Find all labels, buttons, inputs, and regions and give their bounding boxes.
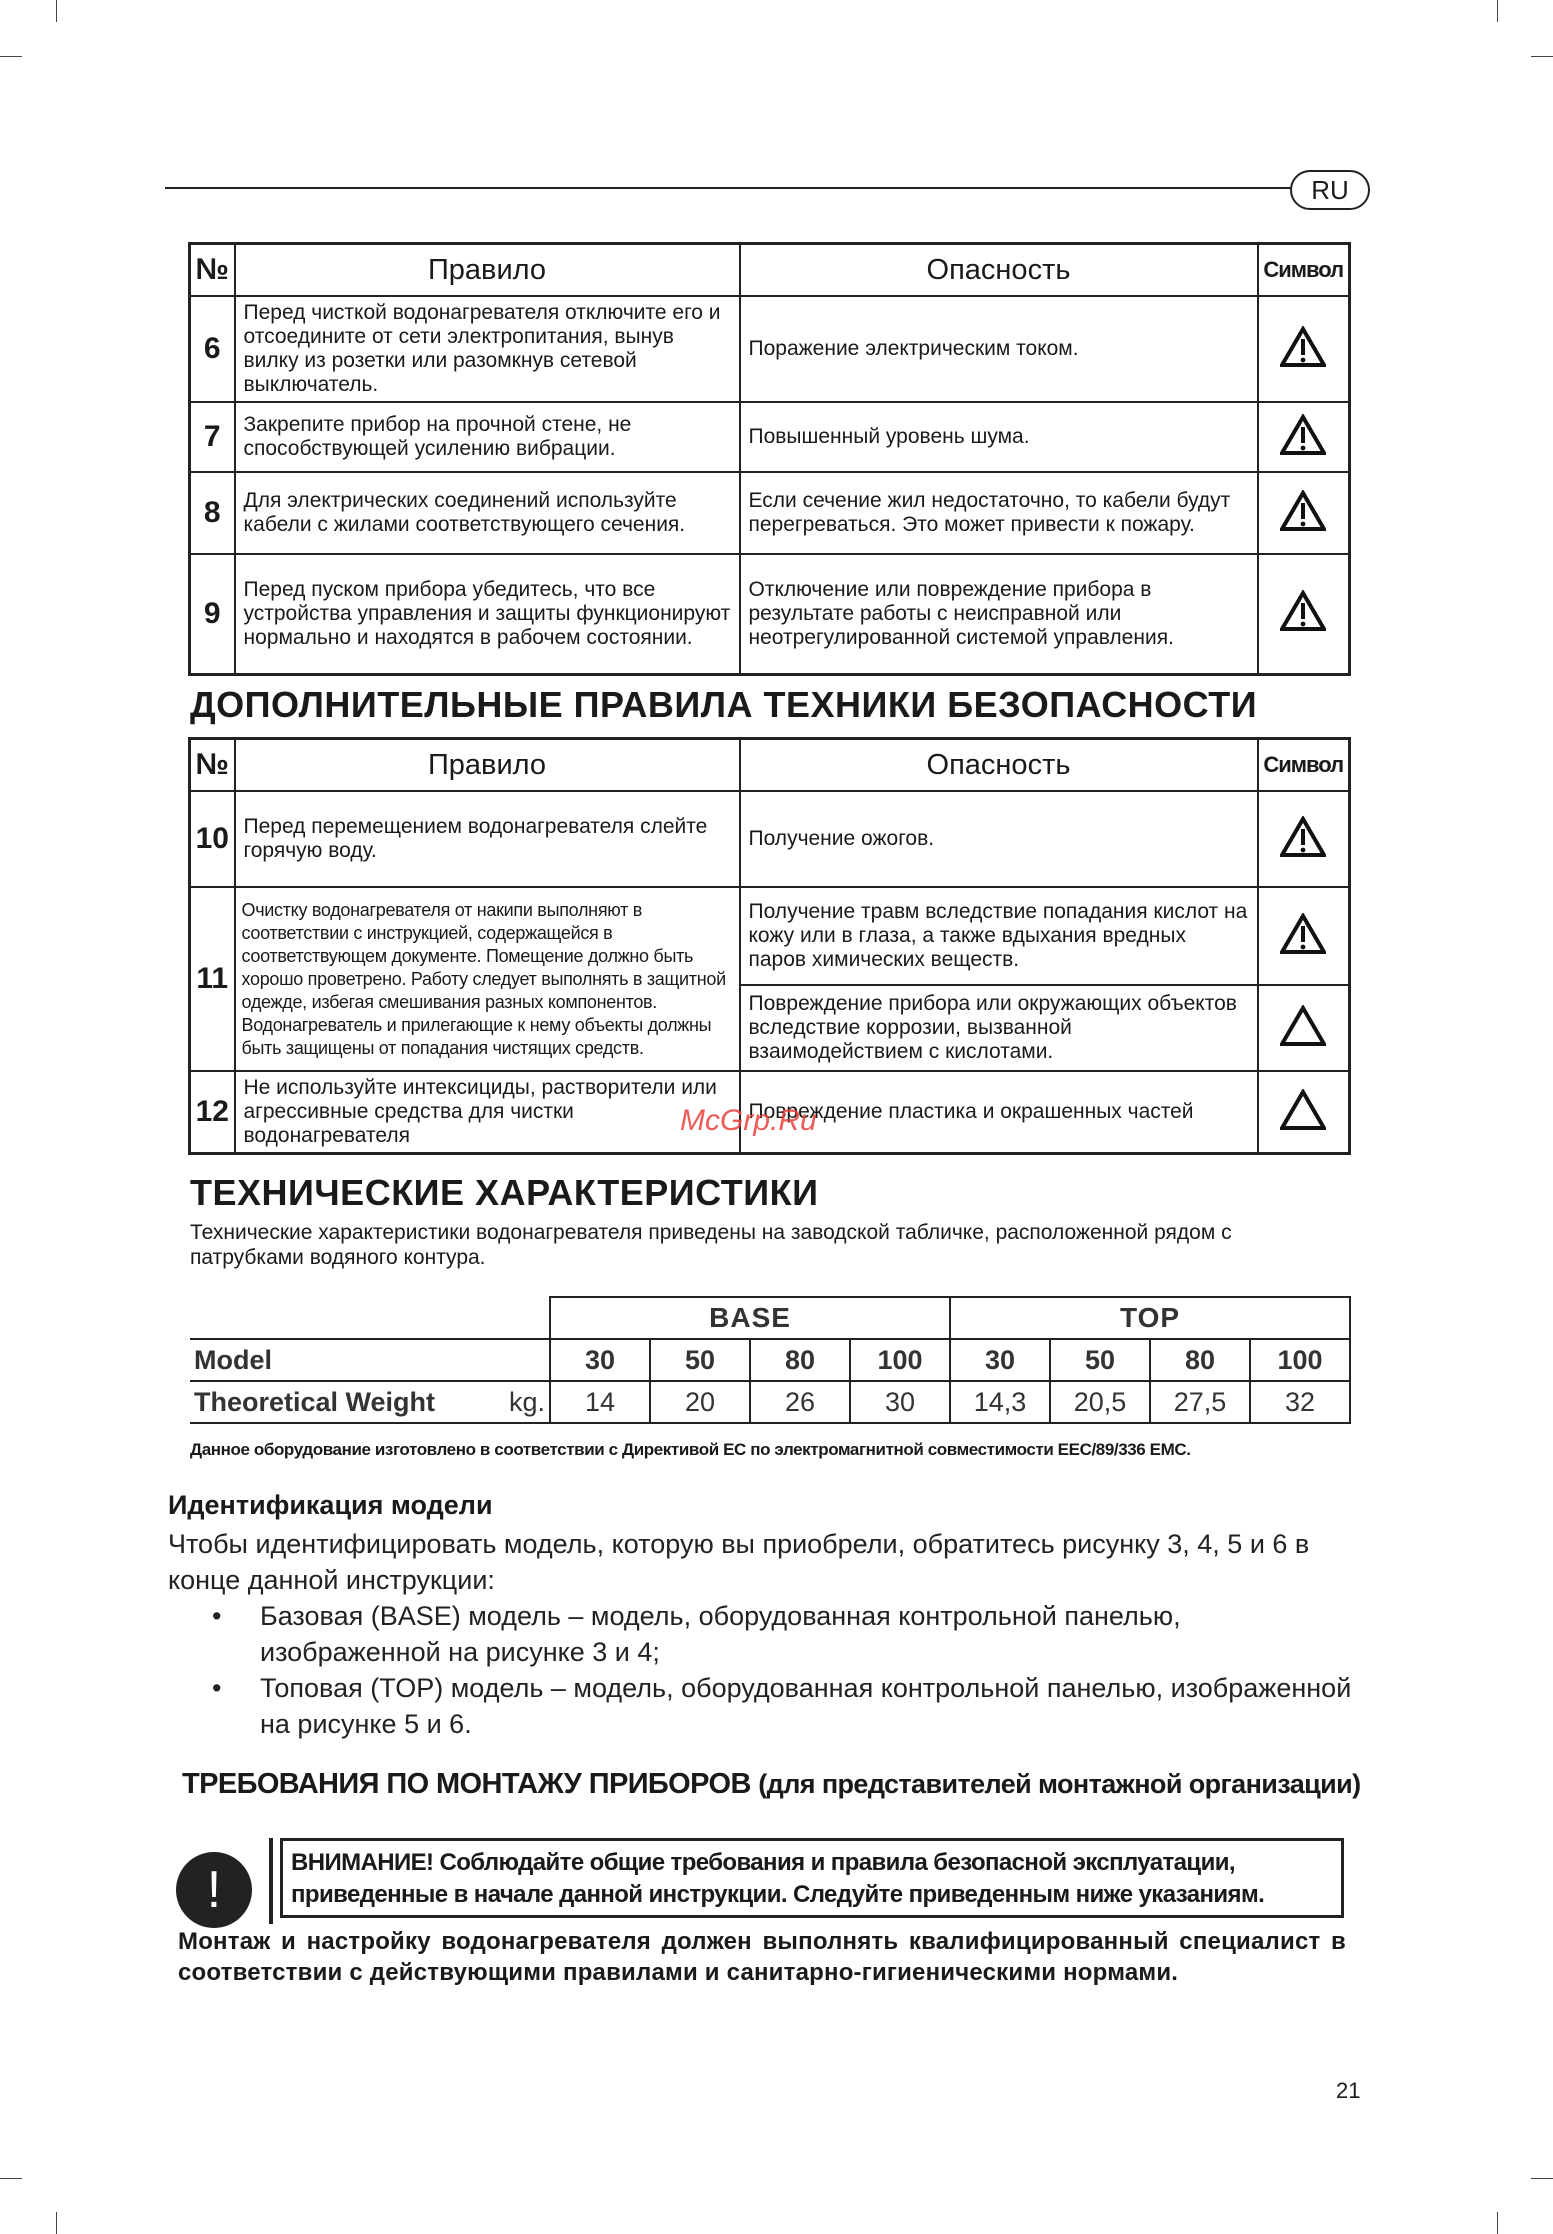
model-cell: 80 <box>1150 1339 1250 1381</box>
col-header-symbol: Символ <box>1258 739 1350 792</box>
weight-unit: kg. <box>440 1381 550 1423</box>
col-header-danger: Опасность <box>740 739 1258 792</box>
row-num: 8 <box>190 472 235 554</box>
warning-triangle-icon <box>1280 816 1326 858</box>
model-cell: 30 <box>550 1339 650 1381</box>
installation-title-main: ТРЕБОВАНИЯ ПО МОНТАЖУ ПРИБОРОВ <box>182 1768 751 1800</box>
table-row <box>190 887 1350 985</box>
crop-mark <box>1497 0 1498 22</box>
section-title-technical: ТЕХНИЧЕСКИЕ ХАРАКТЕРИСТИКИ <box>190 1172 819 1213</box>
table-row <box>190 402 1350 472</box>
rule-text: Перед пуском прибора убедитесь, что все устройства управления и защиты функционируют нормально и находятся в рабочем состоянии. <box>235 554 740 674</box>
model-cell: 100 <box>850 1339 950 1381</box>
crop-mark <box>1531 2178 1553 2179</box>
col-header-num: № <box>190 739 235 792</box>
list-item: • Топовая (TOP) модель – модель, оборудованная контрольной панелью, изображенной на рисунке 5 и 6. <box>260 1670 1368 1742</box>
table-row <box>190 472 1350 554</box>
table-header-row <box>190 739 1350 792</box>
identification-list <box>168 1598 1368 1742</box>
identification-title: Идентификация модели <box>168 1490 493 1520</box>
table-row <box>190 554 1350 674</box>
table-row <box>190 791 1350 887</box>
danger-text: Повышенный уровень шума. <box>740 402 1258 472</box>
weight-cell: 27,5 <box>1150 1381 1250 1423</box>
model-cell: 50 <box>650 1339 750 1381</box>
crop-mark <box>1531 56 1553 57</box>
spec-weight-row <box>190 1381 1350 1423</box>
weight-cell: 26 <box>750 1381 850 1423</box>
spec-group-row <box>190 1297 1350 1339</box>
table-row <box>190 296 1350 402</box>
danger-text: Повреждение пластика и окрашенных частей <box>740 1071 1258 1154</box>
weight-cell: 14,3 <box>950 1381 1050 1423</box>
list-item: • Базовая (BASE) модель – модель, оборудованная контрольной панелью, изображенной на рисунке 3 и 4; <box>260 1598 1368 1670</box>
warning-triangle-icon <box>1280 490 1326 532</box>
model-label: Model <box>190 1339 550 1381</box>
row-num: 6 <box>190 296 235 402</box>
weight-cell: 32 <box>1250 1381 1350 1423</box>
installation-subtitle: (для представителей монтажной организации) <box>758 1769 1361 1799</box>
col-header-danger: Опасность <box>740 244 1258 297</box>
group-top: TOP <box>950 1297 1350 1339</box>
row-num: 9 <box>190 554 235 674</box>
header-rule <box>165 187 1293 189</box>
caution-triangle-icon <box>1280 1005 1326 1047</box>
rule-text: Не используйте интексициды, растворители или агрессивные средства для чистки водонагревателя <box>235 1071 740 1154</box>
identification-intro: Чтобы идентифицировать модель, которую вы приобрели, обратитесь рисунку 3, 4, 5 и 6 в конце данной инструкции: <box>168 1529 1310 1595</box>
weight-cell: 30 <box>850 1381 950 1423</box>
language-badge: RU <box>1290 170 1370 210</box>
danger-text: Если сечение жил недостаточно, то кабели будут перегреваться. Это может привести к пожару. <box>740 472 1258 554</box>
row-num: 10 <box>190 791 235 887</box>
row-num: 11 <box>190 887 235 1071</box>
watermark: McGrp.Ru <box>680 1104 817 1137</box>
rule-text: Перед перемещением водонагревателя слейте горячую воду. <box>235 791 740 887</box>
warning-triangle-icon <box>1280 590 1326 632</box>
rule-text: Перед чисткой водонагревателя отключите его и отсоедините от сети электропитания, вынув вилку из розетки или разомкнув сетевой выключатель. <box>235 296 740 402</box>
installation-final-text: Монтаж и настройку водонагревателя должен выполнять квалифицированный специалист в соответствии с действующими правилами и санитарно-гигиеническими нормами. <box>178 1928 1346 1986</box>
crop-mark <box>1497 2212 1498 2234</box>
identification-body <box>168 1526 1368 1742</box>
danger-text: Повреждение прибора или окружающих объектов вследствие коррозии, вызванной взаимодействием с кислотами. <box>740 985 1258 1071</box>
danger-text: Получение ожогов. <box>740 791 1258 887</box>
caution-triangle-icon <box>1280 1089 1326 1131</box>
model-cell: 80 <box>750 1339 850 1381</box>
warning-triangle-icon <box>1280 414 1326 456</box>
rules-table-2 <box>188 737 1351 1155</box>
model-cell: 50 <box>1050 1339 1150 1381</box>
row-num: 7 <box>190 402 235 472</box>
installation-title <box>182 1768 1361 1801</box>
danger-text: Получение травм вследствие попадания кислот на кожу или в глаза, а также вдыхания вредных паров химических веществ. <box>740 887 1258 985</box>
col-header-num: № <box>190 244 235 297</box>
danger-text: Поражение электрическим током. <box>740 296 1258 402</box>
weight-cell: 20,5 <box>1050 1381 1150 1423</box>
model-cell: 100 <box>1250 1339 1350 1381</box>
table-header-row <box>190 244 1350 297</box>
warning-triangle-icon <box>1280 913 1326 955</box>
page-number: 21 <box>1336 2078 1361 2103</box>
rules-table-1 <box>188 242 1351 676</box>
crop-mark <box>0 2178 22 2179</box>
danger-text: Отключение или повреждение прибора в результате работы с неисправной или неотрегулированной системой управления. <box>740 554 1258 674</box>
crop-mark <box>56 0 57 22</box>
rule-text: Закрепите прибор на прочной стене, не способствующей усилению вибрации. <box>235 402 740 472</box>
section-title-additional-rules: ДОПОЛНИТЕЛЬНЫЕ ПРАВИЛА ТЕХНИКИ БЕЗОПАСНОСТИ <box>190 684 1258 725</box>
crop-mark <box>56 2212 57 2234</box>
col-header-rule: Правило <box>235 739 740 792</box>
spec-table <box>190 1296 1351 1424</box>
rule-text: Очистку водонагревателя от накипи выполняют в соответствии с инструкцией, содержащейся в соответствующем документе. Помещение должно быть хорошо проветрено. Работу следует выполнять в защитной одежде, избегая смешивания разных компонентов. Водонагреватель и прилегающие к нему объекты должны быть защищены от попадания чистящих средств. <box>235 887 740 1071</box>
rule-text: Для электрических соединений используйте кабели с жилами соответствующего сечения. <box>235 472 740 554</box>
col-header-symbol: Символ <box>1258 244 1350 297</box>
directive-note: Данное оборудование изготовлено в соответствии с Директивой ЕС по электромагнитной совместимости EEC/89/336 EMC. <box>190 1440 1191 1459</box>
row-num: 12 <box>190 1071 235 1154</box>
exclamation-icon: ! <box>176 1852 252 1928</box>
weight-cell: 20 <box>650 1381 750 1423</box>
model-cell: 30 <box>950 1339 1050 1381</box>
col-header-rule: Правило <box>235 244 740 297</box>
technical-description: Технические характеристики водонагревателя приведены на заводской табличке, расположенной рядом с патрубками водяного контура. <box>190 1221 1232 1269</box>
attention-box: ВНИМАНИЕ! Соблюдайте общие требования и правила безопасной эксплуатации, приведенные в начале данной инструкции. Следуйте приведенным ниже указаниям. <box>280 1838 1344 1918</box>
warning-triangle-icon <box>1280 326 1326 368</box>
weight-cell: 14 <box>550 1381 650 1423</box>
crop-mark <box>0 56 22 57</box>
group-base: BASE <box>550 1297 950 1339</box>
spec-model-row <box>190 1339 1350 1381</box>
weight-label: Theoretical Weight <box>190 1381 440 1423</box>
